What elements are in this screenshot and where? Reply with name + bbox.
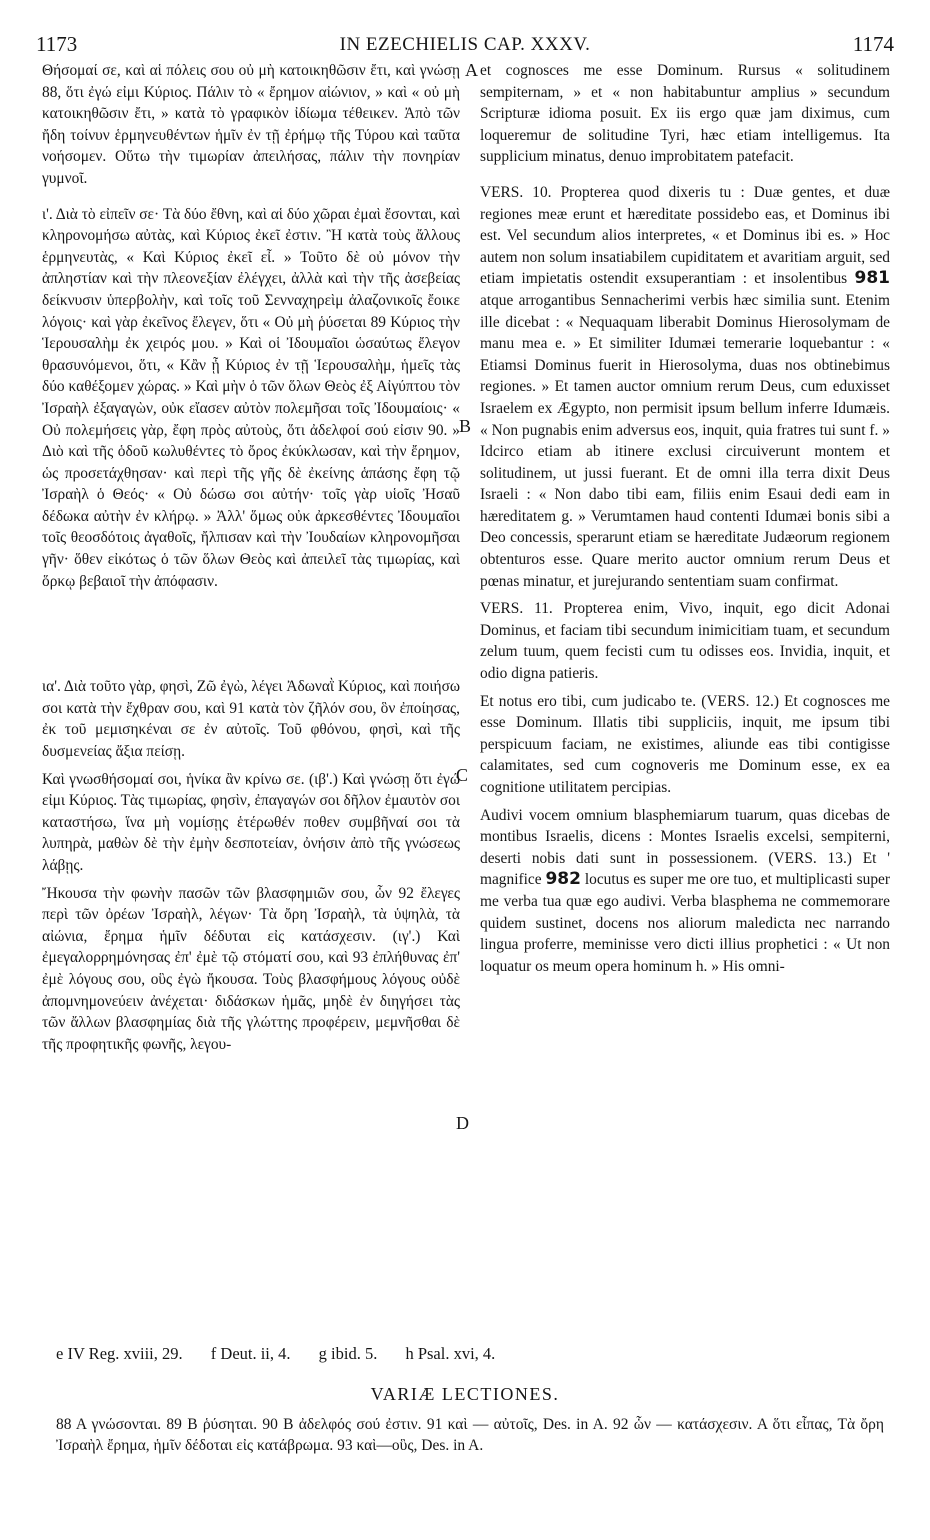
greek-paragraph: Θήσομαί σε, καὶ αἱ πόλεις σου οὐ μὴ κατοικηθῶσιν ἔτι, καὶ γνώσῃ 88, ὅτι ἐγώ εἰμι Κύριος. Πάλιν τὸ « ἔρημον αἰώνιον, » καὶ « οὐ μὴ κατοικηθῶσιν ἔτι, » κατὰ τὸ γραφικὸν ἰδίωμα τέθεικεν. Ἀπὸ τῶν ἤδη τοίνυν ἑρμηνευθέντων ἡμῖν ἐν τῇ ἐρήμῳ τῆς Τύρου καὶ ταῦτα νοήσομεν. Οὕτω τὴν τιμωρίαν ἀπειλήσας, πάλιν τὴν πονηρίαν γυμνοῖ. xyxy=(42,62,460,187)
variae-lectiones-text: 88 Α γνώσονται. 89 Β ῥύσηται. 90 Β ἀδελφός σού ἐστιν. 91 καὶ — αὐτοῖς, Des. in A. 92 ὧν — κατάσχεσιν. Α ὅτι εἶπας, Τὰ ὄρη Ἰσραὴλ ἔρημα, ἡμῖν δέδοται εἰς κατάβρωμα. 93 καὶ—οὓς, Des. in A. xyxy=(56,1416,884,1454)
latin-text: locutus es super me ore tuo, et multiplicasti super me verba tua quæ ego audivi. Verba blasphema ne commemorare quidem sustinet, docens nos aliorum maledicta nec narrando lingua proferre, meminisse vero dicti illius prophetici : « Ut non loquatur os meum opera hominum h. » His omni- xyxy=(480,871,890,975)
latin-paragraph xyxy=(480,805,890,978)
latin-paragraph: Et notus ero tibi, cum judicabo te. (VERS. 12.) Et cognosces me esse Dominum. Illatis tibi suppliciis, inquit, me ipsum tibi perspicuum faciam, ne existimes, aliunde eas tibi contigisse calamitates, sed cum cognoveris me Dominum esse, ex ea cognitione utilitatem percipias. xyxy=(480,692,890,796)
latin-text: Audivi vocem omnium blasphemiarum tuarum, quas dicebas de montibus Israelis, dicens : Montes Israelis excelsi, sempiterni, deserti nobis dati sunt in possessionem. (VERS. 13.) Et ' magnifice xyxy=(480,806,890,889)
latin-text: VERS. 10. Propterea quod dixeris tu : Duæ gentes, et duæ regiones meæ erunt et hæreditate possidebo eas, et Dominus ibi est. Vel secundum alios interpretes, « et Dominus ibi es. » Hoc autem non solum insatiabilem cupiditatem et avaritiam arguit, sed etiam impietatis ostendit exsuperantiam : et insolentibus xyxy=(480,183,890,288)
footnote: f Deut. ii, 4. xyxy=(210,1344,291,1363)
page-number-left: 1173 xyxy=(36,32,78,56)
margin-marker-c: C xyxy=(456,765,469,785)
variae-lectiones-heading: VARIÆ LECTIONES. xyxy=(370,1384,560,1404)
page-number-right: 1174 xyxy=(852,32,894,56)
greek-paragraph: ι'. Διὰ τὸ εἰπεῖν σε· Τὰ δύο ἔθνη, καὶ αἱ δύο χῶραι ἐμαὶ ἔσονται, καὶ κληρονομήσω αὐτὰς, καὶ Κύριος ἐκεῖ ἐστιν. Ἢ κατὰ τοὺς ἄλλους ἑρμηνευτὰς, « Καὶ Κύριος ἐκεῖ εἶ. » Τοῦτο δὲ οὐ μόνον τὴν ἀπληστίαν καὶ τὴν πλεονεξίαν ἐλέγχει, ἀλλὰ καὶ τὴν τῆς ἀσεβείας δείκνυσιν ὑπερβολὴν, καὶ τοῖς τοῦ Σενναχηρεὶμ ἀλαζονικοῖς ἔοικε λόγοις· καὶ γὰρ ἐκεῖνος ἔλεγεν, ὅτι « Οὐ μὴ ῥύσεται 89 Κύριος τὴν Ἱερουσαλὴμ ἐκ χειρός μου. » Καὶ οἱ Ἰδουμαῖοι ὡσαύτως ἔλεγον θρασυνόμενοι, ὅτι, « Κἂν ᾖ Κύριος ἐν τῇ Ἱερουσαλὴμ, ἡμεῖς τὰς δύο καθέξομεν χώρας. » Καὶ μὴν ὁ τῶν ὅλων Θεὸς ἐξ Αἰγύπτου τὸν Ἰσραὴλ ἐξαγαγὼν, οὐκ εἴασεν αὐτὸν πολεμῆσαι τοῖς Ἰδουμαίοις· « Οὐ πολεμήσεις γὰρ, ἔφη πρὸς αὐτοὺς, ὅτι ἀδελφοί σού εἰσιν 90. » Διὸ καὶ τῆς ὁδοῦ κωλυθέντες τὸ ὄρος ἐκύκλωσαν, καὶ τὴν ἔρημον, ὡς προσετάχθησαν· καὶ περὶ τῆς γῆς δὲ ἐκείνης ἁπάσης ἔφη τῷ Ἰσραὴλ ὁ Θεός· « Οὐ δώσω σοι αὐτήν· τοῖς γὰρ υἱοῖς Ἠσαῦ δέδωκα αὐτὴν ἐν κλήρῳ. » Ἀλλ' ὅμως οὐκ ἀρκεσθέντες Ἰδουμαῖοι τοῖς θεοσδότοις ἀγαθοῖς, ἤλπισαν καὶ τὴν Ἰουδαίων κληρονομῆσαι γῆν· ὅθεν εἰκότως ὁ τῶν ὅλων Θεὸς καὶ ἀπειλεῖ τὰς τιμωρίας, καὶ ὅρκῳ βεβαιοῖ τὴν ἀπόφασιν. xyxy=(42,205,460,590)
greek-paragraph: Καὶ γνωσθήσομαί σοι, ἡνίκα ἂν κρίνω σε. (ιβ'.) Καὶ γνώσῃ ὅτι ἐγώ εἰμι Κύριος. Τὰς τιμωρίας, φησὶν, ἐπαγαγών σοι δῆλον ἐμαυτὸν σοι καταστήσω, ἵνα μὴ νομίσῃς ἑτέρωθέν ποθεν συμβῆναί σοι τὰ λυπηρὰ, μαθὼν δὲ τὴν ἐμὴν δεσποτείαν, ὀνήσιν ἀπὸ τῆς γνώσεως λάβῃς. xyxy=(42,770,460,874)
footnote: g ibid. 5. xyxy=(318,1344,378,1363)
greek-paragraph: ια'. Διὰ τοῦτο γὰρ, φησὶ, Ζῶ ἐγὼ, λέγει Ἀδωναῒ Κύριος, καὶ ποιήσω σοι κατὰ τὴν ἔχθραν σου, καὶ 91 κατὰ τὸν ζῆλόν σου, ὃν ἐποίησας, ἐκ τοῦ μεμισηκέναι σε ἐν αὐτοῖς. Τοῦ φθόνου, φησὶ, καὶ τῆς δυσμενείας ἄξια πείσῃ. xyxy=(42,678,460,761)
latin-column xyxy=(480,60,890,983)
margin-marker-d: D xyxy=(456,1113,469,1133)
column-number: 982 xyxy=(545,869,581,890)
greek-column xyxy=(42,60,460,1061)
latin-paragraph: VERS. 11. Propterea enim, Vivo, inquit, ego dicit Adonai Dominus, et faciam tibi secundum inimicitiam tuam, et secundum zelum tuum, quem fecisti cum tu odisses eos. Invidia, inquit, et odio digna patieris. xyxy=(480,600,890,683)
running-title: IN EZECHIELIS CAP. XXXV. xyxy=(339,34,591,55)
margin-marker-a: A xyxy=(465,60,478,80)
footnote: e IV Reg. xviii, 29. xyxy=(56,1344,183,1363)
latin-paragraph: et cognosces me esse Dominum. Rursus « solitudinem sempiternam, » et « non habitabuntur amplius » secundum Scripturæ idioma posuit. Ex iis ergo quæ jam diximus, cum loqueremur de solitudine Tyri, hæc etiam intelligemus. Ita supplicium minatus, denuo improbitatem patefacit. xyxy=(480,62,890,166)
footnote: h Psal. xvi, 4. xyxy=(405,1344,496,1363)
column-number: 981 xyxy=(854,268,890,289)
greek-paragraph: Ἤκουσα τὴν φωνὴν πασῶν τῶν βλασφημιῶν σου, ὧν 92 ἔλεγες περὶ τῶν ὀρέων Ἰσραὴλ, λέγων· Τὰ ὄρη Ἰσραὴλ, τὰ ὑψηλὰ, τὰ αἰώνια, ἔρημα ἡμῖν δέδυται εἰς κατάσχεσιν. (ιγ'.) Καὶ ἐμεγαλορρημόνησας ἐπ' ἐμὲ τῷ στόματί σου, καὶ 93 ἐπλήθυνας ἐπ' ἐμὲ λόγους σου, οὓς ἐγὼ ἤκουσα. Τοὺς βλασφήμους λόγους οὐδὲ ἀπομνημονεύειν ἀνέχεται· διδάσκων ἡμᾶς, μηδὲ ἐν διηγήσει τὰς τῶν ἄλλων βλασφημίας διὰ τῆς γλώττης προφέρειν, μεμνῆσθαι δὲ τῆς προφητικῆς φωνῆς, λεγου- xyxy=(42,884,460,1053)
footnotes xyxy=(56,1344,874,1364)
latin-text: atque arrogantibus Sennacherimi verbis hæc similia sunt. Etenim ille dicebat : « Nequaquam liberabit Dominus Hierosolymam de manu mea e. » Et similiter Idumæi temerarie loquebantur : « Etiamsi Dominus fuerit in Hierosolyma, duas nos obtinebimus regiones. » Et tamen auctor omnium rerum Deus, cum eduxisset Israelem ex Ægypto, non permisit ipsum bellum inferre Idumæis. « Non pugnabis enim adversus eos, inquit, quia fratres tui sunt f. » Idcirco etiam ab itinere exclusi circuiverunt montem et solitudinem, ut jussi fuerant. Et de omni illa terra dixit Deus Israeli : « Non dabo tibi eam, filiis enim Esaui dedi eam in hæreditatem g. » Verumtamen haud contenti Idumæi bonis sibi a Deo concessis, sperarunt etiam se hæreditate Judæorum regionem obtenturos esse. Quare merito auctor omnium rerum Deus et pœnas minatur, et jurejurando sententiam suam confirmat. xyxy=(480,291,890,590)
latin-paragraph xyxy=(480,182,890,592)
margin-marker-b: B xyxy=(459,416,472,436)
page-header xyxy=(36,32,894,58)
